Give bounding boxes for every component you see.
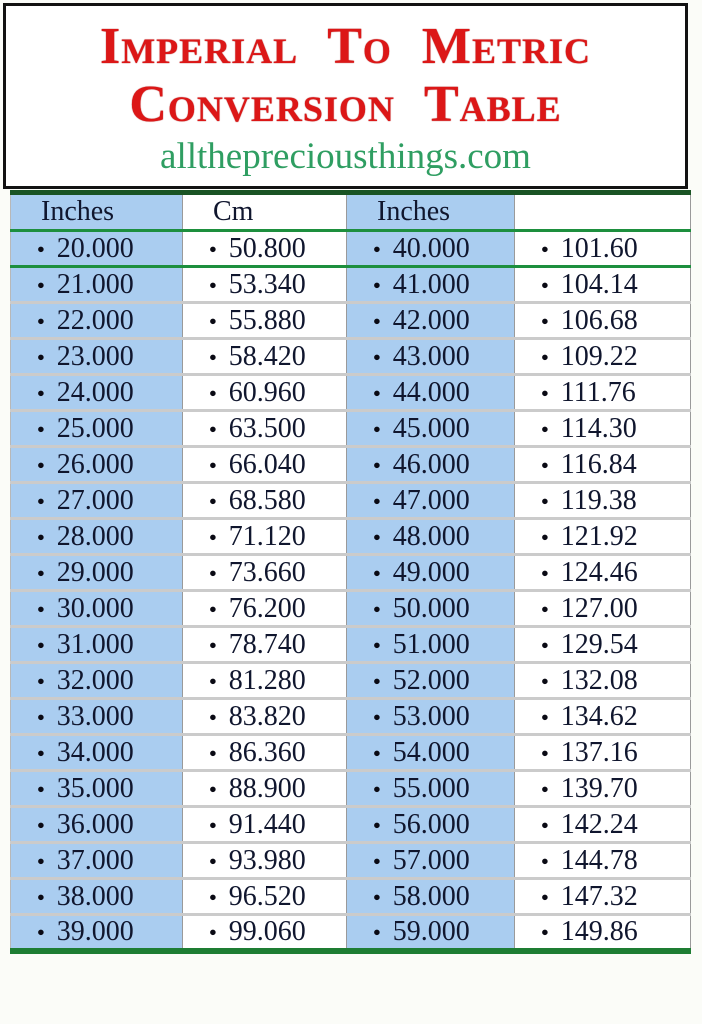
table-header-row — [11, 193, 691, 231]
bullet-icon: ● — [373, 817, 381, 832]
bullet-icon: ● — [541, 493, 549, 508]
table-row — [11, 807, 691, 843]
cm-cell — [515, 843, 691, 879]
inches-cell — [11, 879, 183, 915]
bullet-icon: ● — [37, 745, 45, 760]
cell-value: 29.000 — [56, 556, 134, 588]
cell-value: 53.000 — [392, 700, 470, 732]
cell-value: 30.000 — [56, 592, 134, 624]
bullet-icon: ● — [37, 709, 45, 724]
column-header-cm-2 — [515, 193, 691, 231]
column-header-inches-2: Inches — [347, 193, 515, 231]
bullet-icon: ● — [209, 745, 217, 760]
table-row — [11, 519, 691, 555]
bullet-icon: ● — [373, 313, 381, 328]
cell-value: 58.420 — [228, 340, 306, 372]
inches-cell — [347, 267, 515, 303]
cell-value: 144.78 — [560, 844, 638, 876]
cell-value: 149.86 — [560, 916, 638, 947]
cm-cell — [515, 591, 691, 627]
cell-value: 114.30 — [560, 412, 637, 444]
bullet-icon: ● — [373, 277, 381, 292]
bullet-icon: ● — [209, 709, 217, 724]
inches-cell — [11, 519, 183, 555]
cm-cell — [515, 627, 691, 663]
inches-cell — [11, 807, 183, 843]
bullet-icon: ● — [37, 565, 45, 580]
inches-cell — [347, 771, 515, 807]
cm-cell — [183, 411, 347, 447]
cm-cell — [183, 231, 347, 267]
table-row — [11, 735, 691, 771]
bullet-icon: ● — [373, 745, 381, 760]
cell-value: 86.360 — [228, 736, 306, 768]
cell-value: 96.520 — [228, 880, 306, 912]
inches-cell — [11, 627, 183, 663]
bullet-icon: ● — [209, 349, 217, 364]
inches-cell — [347, 339, 515, 375]
bullet-icon: ● — [37, 889, 45, 904]
bullet-icon: ● — [373, 241, 381, 256]
inches-cell — [11, 771, 183, 807]
bullet-icon: ● — [209, 781, 217, 796]
cell-value: 124.46 — [560, 556, 638, 588]
cm-cell — [183, 915, 347, 952]
cm-cell — [515, 339, 691, 375]
inches-cell — [11, 663, 183, 699]
cm-cell — [183, 735, 347, 771]
table-row — [11, 231, 691, 267]
cell-value: 43.000 — [392, 340, 470, 372]
cm-cell — [183, 303, 347, 339]
bullet-icon: ● — [37, 385, 45, 400]
cm-cell — [183, 699, 347, 735]
cell-value: 41.000 — [392, 268, 470, 300]
cm-cell — [183, 771, 347, 807]
bullet-icon: ● — [209, 493, 217, 508]
bullet-icon: ● — [541, 349, 549, 364]
table-row — [11, 627, 691, 663]
table-row — [11, 879, 691, 915]
inches-cell — [347, 231, 515, 267]
cell-value: 22.000 — [56, 304, 134, 336]
bullet-icon: ● — [373, 457, 381, 472]
bullet-icon: ● — [37, 313, 45, 328]
bullet-icon: ● — [541, 601, 549, 616]
bullet-icon: ● — [37, 529, 45, 544]
inches-cell — [347, 591, 515, 627]
inches-cell — [11, 411, 183, 447]
inches-cell — [347, 663, 515, 699]
cm-cell — [515, 411, 691, 447]
cm-cell — [183, 555, 347, 591]
bullet-icon: ● — [209, 385, 217, 400]
inches-cell — [347, 879, 515, 915]
cm-cell — [515, 483, 691, 519]
table-row — [11, 699, 691, 735]
cell-value: 59.000 — [392, 916, 470, 947]
inches-cell — [11, 267, 183, 303]
cell-value: 34.000 — [56, 736, 134, 768]
cell-value: 48.000 — [392, 520, 470, 552]
page-title-line1: Imperial To Metric — [99, 18, 592, 75]
bullet-icon: ● — [541, 277, 549, 292]
cell-value: 71.120 — [228, 520, 306, 552]
bullet-icon: ● — [541, 745, 549, 760]
cm-cell — [183, 879, 347, 915]
column-header-cm-1: Cm — [183, 193, 347, 231]
cell-value: 33.000 — [56, 700, 134, 732]
bullet-icon: ● — [37, 349, 45, 364]
bullet-icon: ● — [373, 889, 381, 904]
table-row — [11, 843, 691, 879]
bullet-icon: ● — [541, 385, 549, 400]
inches-cell — [11, 483, 183, 519]
bullet-icon: ● — [541, 853, 549, 868]
cell-value: 121.92 — [560, 520, 638, 552]
cm-cell — [515, 519, 691, 555]
bullet-icon: ● — [541, 925, 549, 940]
bullet-icon: ● — [373, 637, 381, 652]
cell-value: 132.08 — [560, 664, 638, 696]
cell-value: 56.000 — [392, 808, 470, 840]
cell-value: 37.000 — [56, 844, 134, 876]
inches-cell — [347, 915, 515, 952]
inches-cell — [11, 231, 183, 267]
cell-value: 137.16 — [560, 736, 638, 768]
cell-value: 25.000 — [56, 412, 134, 444]
bullet-icon: ● — [541, 781, 549, 796]
bullet-icon: ● — [541, 817, 549, 832]
bullet-icon: ● — [37, 673, 45, 688]
bullet-icon: ● — [541, 313, 549, 328]
cell-value: 26.000 — [56, 448, 134, 480]
inches-cell — [11, 843, 183, 879]
cell-value: 60.960 — [228, 376, 306, 408]
cm-cell — [515, 771, 691, 807]
table-row — [11, 375, 691, 411]
cm-cell — [515, 231, 691, 267]
cell-value: 109.22 — [560, 340, 638, 372]
bullet-icon: ● — [209, 421, 217, 436]
inches-cell — [347, 447, 515, 483]
cell-value: 27.000 — [56, 484, 134, 516]
bullet-icon: ● — [37, 637, 45, 652]
cell-value: 39.000 — [56, 916, 134, 947]
inches-cell — [347, 303, 515, 339]
bullet-icon: ● — [209, 925, 217, 940]
cell-value: 101.60 — [560, 232, 638, 264]
bullet-icon: ● — [373, 493, 381, 508]
cell-value: 42.000 — [392, 304, 470, 336]
cell-value: 142.24 — [560, 808, 638, 840]
cm-cell — [183, 339, 347, 375]
cm-cell — [515, 699, 691, 735]
bullet-icon: ● — [373, 853, 381, 868]
bullet-icon: ● — [209, 637, 217, 652]
bullet-icon: ● — [541, 889, 549, 904]
cell-value: 52.000 — [392, 664, 470, 696]
table-row — [11, 663, 691, 699]
table-row — [11, 303, 691, 339]
cell-value: 129.54 — [560, 628, 638, 660]
cell-value: 91.440 — [228, 808, 306, 840]
cm-cell — [515, 663, 691, 699]
bullet-icon: ● — [209, 889, 217, 904]
inches-cell — [11, 915, 183, 952]
inches-cell — [347, 735, 515, 771]
cell-value: 139.70 — [560, 772, 638, 804]
bullet-icon: ● — [37, 601, 45, 616]
cell-value: 106.68 — [560, 304, 638, 336]
cm-cell — [515, 807, 691, 843]
cell-value: 46.000 — [392, 448, 470, 480]
bullet-icon: ● — [209, 277, 217, 292]
bullet-icon: ● — [541, 457, 549, 472]
bullet-icon: ● — [373, 601, 381, 616]
cm-cell — [515, 879, 691, 915]
cm-cell — [183, 663, 347, 699]
table-row — [11, 447, 691, 483]
cell-value: 57.000 — [392, 844, 470, 876]
bullet-icon: ● — [37, 817, 45, 832]
bullet-icon: ● — [541, 529, 549, 544]
cm-cell — [183, 807, 347, 843]
bullet-icon: ● — [209, 529, 217, 544]
cell-value: 28.000 — [56, 520, 134, 552]
table-row — [11, 591, 691, 627]
cell-value: 116.84 — [560, 448, 637, 480]
cell-value: 73.660 — [228, 556, 306, 588]
cell-value: 134.62 — [560, 700, 638, 732]
bullet-icon: ● — [373, 925, 381, 940]
cell-value: 21.000 — [56, 268, 134, 300]
bullet-icon: ● — [37, 457, 45, 472]
bullet-icon: ● — [209, 457, 217, 472]
cell-value: 147.32 — [560, 880, 638, 912]
bullet-icon: ● — [37, 781, 45, 796]
cell-value: 58.000 — [392, 880, 470, 912]
table-header — [11, 193, 691, 231]
cell-value: 66.040 — [228, 448, 306, 480]
bullet-icon: ● — [209, 565, 217, 580]
inches-cell — [11, 339, 183, 375]
cm-cell — [183, 375, 347, 411]
cell-value: 83.820 — [228, 700, 306, 732]
cell-value: 49.000 — [392, 556, 470, 588]
cell-value: 63.500 — [228, 412, 306, 444]
cell-value: 76.200 — [228, 592, 306, 624]
cell-value: 127.00 — [560, 592, 638, 624]
bullet-icon: ● — [209, 853, 217, 868]
inches-cell — [347, 483, 515, 519]
bullet-icon: ● — [373, 709, 381, 724]
cell-value: 111.76 — [560, 376, 636, 408]
cell-value: 104.14 — [560, 268, 638, 300]
column-header-inches-1: Inches — [11, 193, 183, 231]
bullet-icon: ● — [373, 529, 381, 544]
page-title-line2: Conversion Table — [129, 76, 562, 133]
bullet-icon: ● — [209, 673, 217, 688]
inches-cell — [11, 591, 183, 627]
cell-value: 24.000 — [56, 376, 134, 408]
cm-cell — [183, 447, 347, 483]
cell-value: 78.740 — [228, 628, 306, 660]
cm-cell — [183, 483, 347, 519]
cell-value: 54.000 — [392, 736, 470, 768]
inches-cell — [347, 627, 515, 663]
cell-value: 51.000 — [392, 628, 470, 660]
inches-cell — [347, 699, 515, 735]
inches-cell — [347, 519, 515, 555]
cell-value: 40.000 — [392, 232, 470, 264]
bullet-icon: ● — [373, 781, 381, 796]
cm-cell — [515, 267, 691, 303]
cell-value: 53.340 — [228, 268, 306, 300]
cell-value: 68.580 — [228, 484, 306, 516]
cm-cell — [515, 555, 691, 591]
conversion-table — [10, 190, 691, 954]
bullet-icon: ● — [209, 241, 217, 256]
bullet-icon: ● — [37, 493, 45, 508]
cell-value: 81.280 — [228, 664, 306, 696]
inches-cell — [11, 699, 183, 735]
bullet-icon: ● — [37, 241, 45, 256]
cm-cell — [515, 735, 691, 771]
bullet-icon: ● — [373, 349, 381, 364]
table-row — [11, 411, 691, 447]
bullet-icon: ● — [209, 313, 217, 328]
table-row — [11, 483, 691, 519]
inches-cell — [347, 807, 515, 843]
bullet-icon: ● — [541, 673, 549, 688]
bullet-icon: ● — [541, 709, 549, 724]
bullet-icon: ● — [541, 241, 549, 256]
inches-cell — [11, 303, 183, 339]
table-row — [11, 339, 691, 375]
inches-cell — [347, 843, 515, 879]
cm-cell — [515, 375, 691, 411]
cell-value: 35.000 — [56, 772, 134, 804]
bullet-icon: ● — [541, 565, 549, 580]
inches-cell — [347, 555, 515, 591]
cell-value: 36.000 — [56, 808, 134, 840]
cm-cell — [183, 627, 347, 663]
table-row — [11, 555, 691, 591]
bullet-icon: ● — [373, 421, 381, 436]
table-row — [11, 267, 691, 303]
cell-value: 99.060 — [228, 916, 306, 947]
website-url: allthepreciousthings.com — [160, 136, 531, 177]
inches-cell — [347, 411, 515, 447]
cell-value: 20.000 — [56, 232, 134, 264]
bullet-icon: ● — [37, 853, 45, 868]
bullet-icon: ● — [37, 277, 45, 292]
table-row — [11, 771, 691, 807]
cell-value: 93.980 — [228, 844, 306, 876]
cell-value: 23.000 — [56, 340, 134, 372]
bullet-icon: ● — [541, 421, 549, 436]
cell-value: 50.000 — [392, 592, 470, 624]
bullet-icon: ● — [37, 421, 45, 436]
inches-cell — [11, 375, 183, 411]
cm-cell — [183, 843, 347, 879]
header-box — [3, 3, 688, 189]
cm-cell — [515, 915, 691, 952]
inches-cell — [11, 555, 183, 591]
cm-cell — [183, 519, 347, 555]
cell-value: 50.800 — [228, 232, 306, 264]
inches-cell — [11, 735, 183, 771]
table-row — [11, 915, 691, 952]
bullet-icon: ● — [209, 817, 217, 832]
cell-value: 45.000 — [392, 412, 470, 444]
cell-value: 44.000 — [392, 376, 470, 408]
cell-value: 88.900 — [228, 772, 306, 804]
bullet-icon: ● — [373, 673, 381, 688]
cell-value: 55.880 — [228, 304, 306, 336]
inches-cell — [11, 447, 183, 483]
table-body — [11, 231, 691, 952]
bullet-icon: ● — [373, 385, 381, 400]
cm-cell — [515, 303, 691, 339]
cell-value: 31.000 — [56, 628, 134, 660]
cm-cell — [183, 591, 347, 627]
cell-value: 32.000 — [56, 664, 134, 696]
inches-cell — [347, 375, 515, 411]
bullet-icon: ● — [541, 637, 549, 652]
cell-value: 38.000 — [56, 880, 134, 912]
cell-value: 55.000 — [392, 772, 470, 804]
cell-value: 47.000 — [392, 484, 470, 516]
cm-cell — [515, 447, 691, 483]
bullet-icon: ● — [373, 565, 381, 580]
cell-value: 119.38 — [560, 484, 637, 516]
cm-cell — [183, 267, 347, 303]
bullet-icon: ● — [37, 925, 45, 940]
bullet-icon: ● — [209, 601, 217, 616]
